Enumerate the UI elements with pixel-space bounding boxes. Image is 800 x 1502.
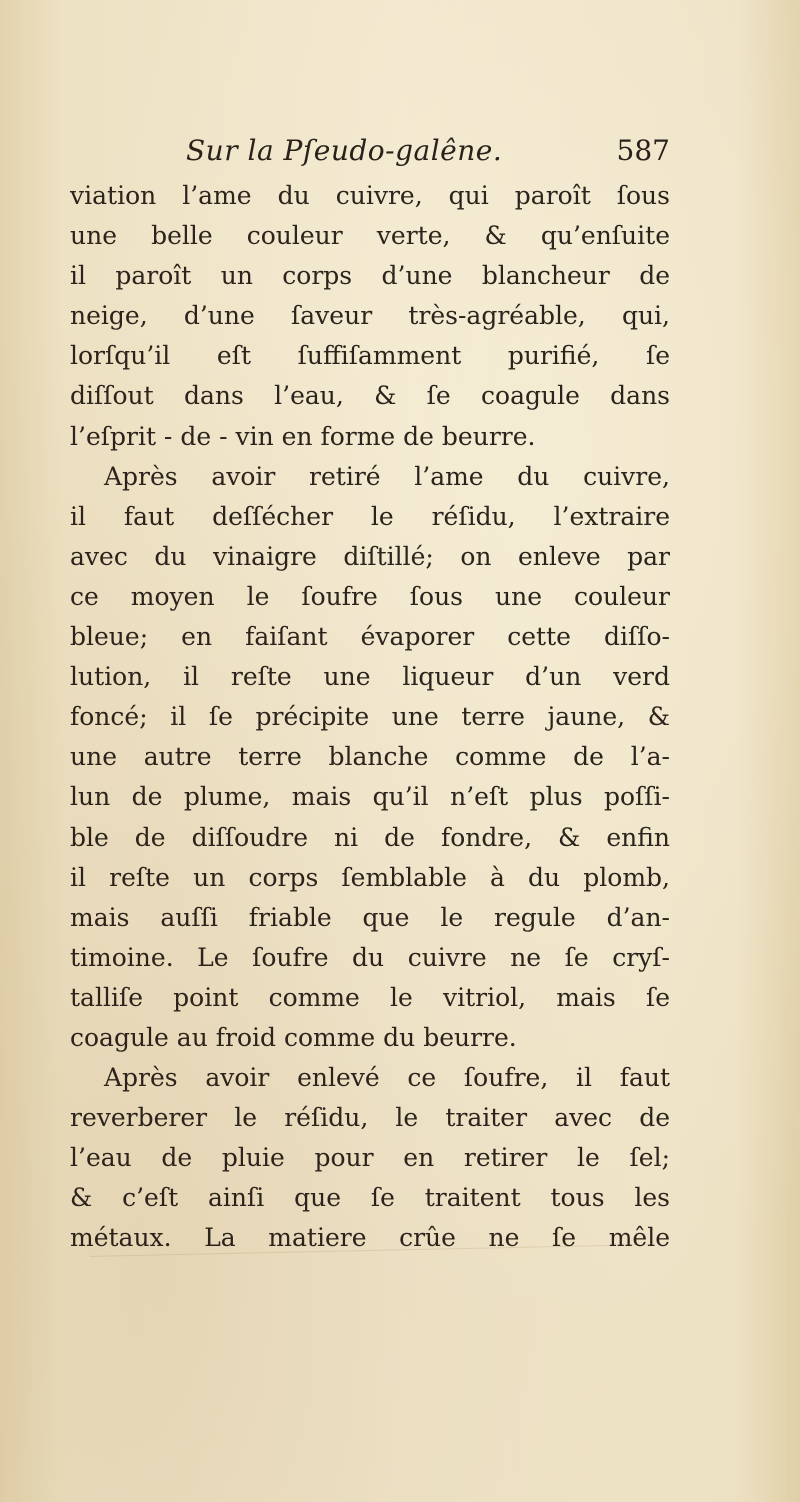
text-line: & c’eſt ainſi que ſe traitent tous les bbox=[70, 1183, 670, 1213]
text-line: il paroît un corps d’une blancheur de bbox=[70, 261, 670, 291]
text-line: talliſe point comme le vitriol, mais ſe bbox=[70, 982, 670, 1012]
text-line: bleue; en faiſant évaporer cette diſſo- bbox=[70, 622, 670, 652]
text-line: une autre terre blanche comme de l’a- bbox=[70, 742, 670, 772]
running-head-title: Sur la Pſeudo-galêne. bbox=[186, 134, 503, 167]
text-line: mais auſſi friable que le regule d’an- bbox=[70, 902, 670, 932]
running-head bbox=[70, 134, 670, 174]
text-line: foncé; il ſe précipite une terre jaune, & bbox=[70, 702, 670, 732]
body-text bbox=[70, 176, 670, 1259]
text-line: l’eau de pluie pour en retirer le ſel; bbox=[70, 1143, 670, 1173]
text-line: ble de diſſoudre ni de fondre, & enfin bbox=[70, 822, 670, 852]
text-line: neige, d’une ſaveur très-agréable, qui, bbox=[70, 301, 670, 331]
text-line: lution, il reſte une liqueur d’un verd bbox=[70, 662, 670, 692]
paragraph-start-line: Après avoir retiré l’ame du cuivre, bbox=[104, 461, 670, 491]
text-line: métaux. La matiere crûe ne ſe mêle bbox=[70, 1223, 670, 1253]
page-number: 587 bbox=[616, 134, 670, 167]
text-line: avec du vinaigre diſtillé; on enleve par bbox=[70, 541, 670, 571]
text-line: lun de plume, mais qu’il n’eſt plus poſſi- bbox=[70, 782, 670, 812]
text-line: viation l’ame du cuivre, qui paroît ſous bbox=[70, 181, 670, 210]
text-line: timoine. Le ſoufre du cuivre ne ſe cryſ- bbox=[70, 942, 670, 972]
text-line: diſſout dans l’eau, & ſe coagule dans bbox=[70, 381, 670, 411]
text-line: l’eſprit - de - vin en forme de beurre. bbox=[70, 421, 536, 451]
text-line: une belle couleur verte, & qu’enſuite bbox=[70, 221, 670, 251]
paragraph-start-line: Après avoir enlevé ce ſoufre, il faut bbox=[104, 1063, 670, 1093]
text-line: ce moyen le ſoufre ſous une couleur bbox=[70, 581, 670, 611]
text-line: reverberer le réſidu, le traiter avec de bbox=[70, 1103, 670, 1133]
text-line: il reſte un corps ſemblable à du plomb, bbox=[70, 862, 670, 892]
text-line: il faut deſſécher le réſidu, l’extraire bbox=[70, 501, 670, 531]
text-line: lorſqu’il eſt ſuffiſamment purifié, ſe bbox=[70, 341, 670, 371]
text-line: coagule au froid comme du beurre. bbox=[70, 1022, 517, 1052]
